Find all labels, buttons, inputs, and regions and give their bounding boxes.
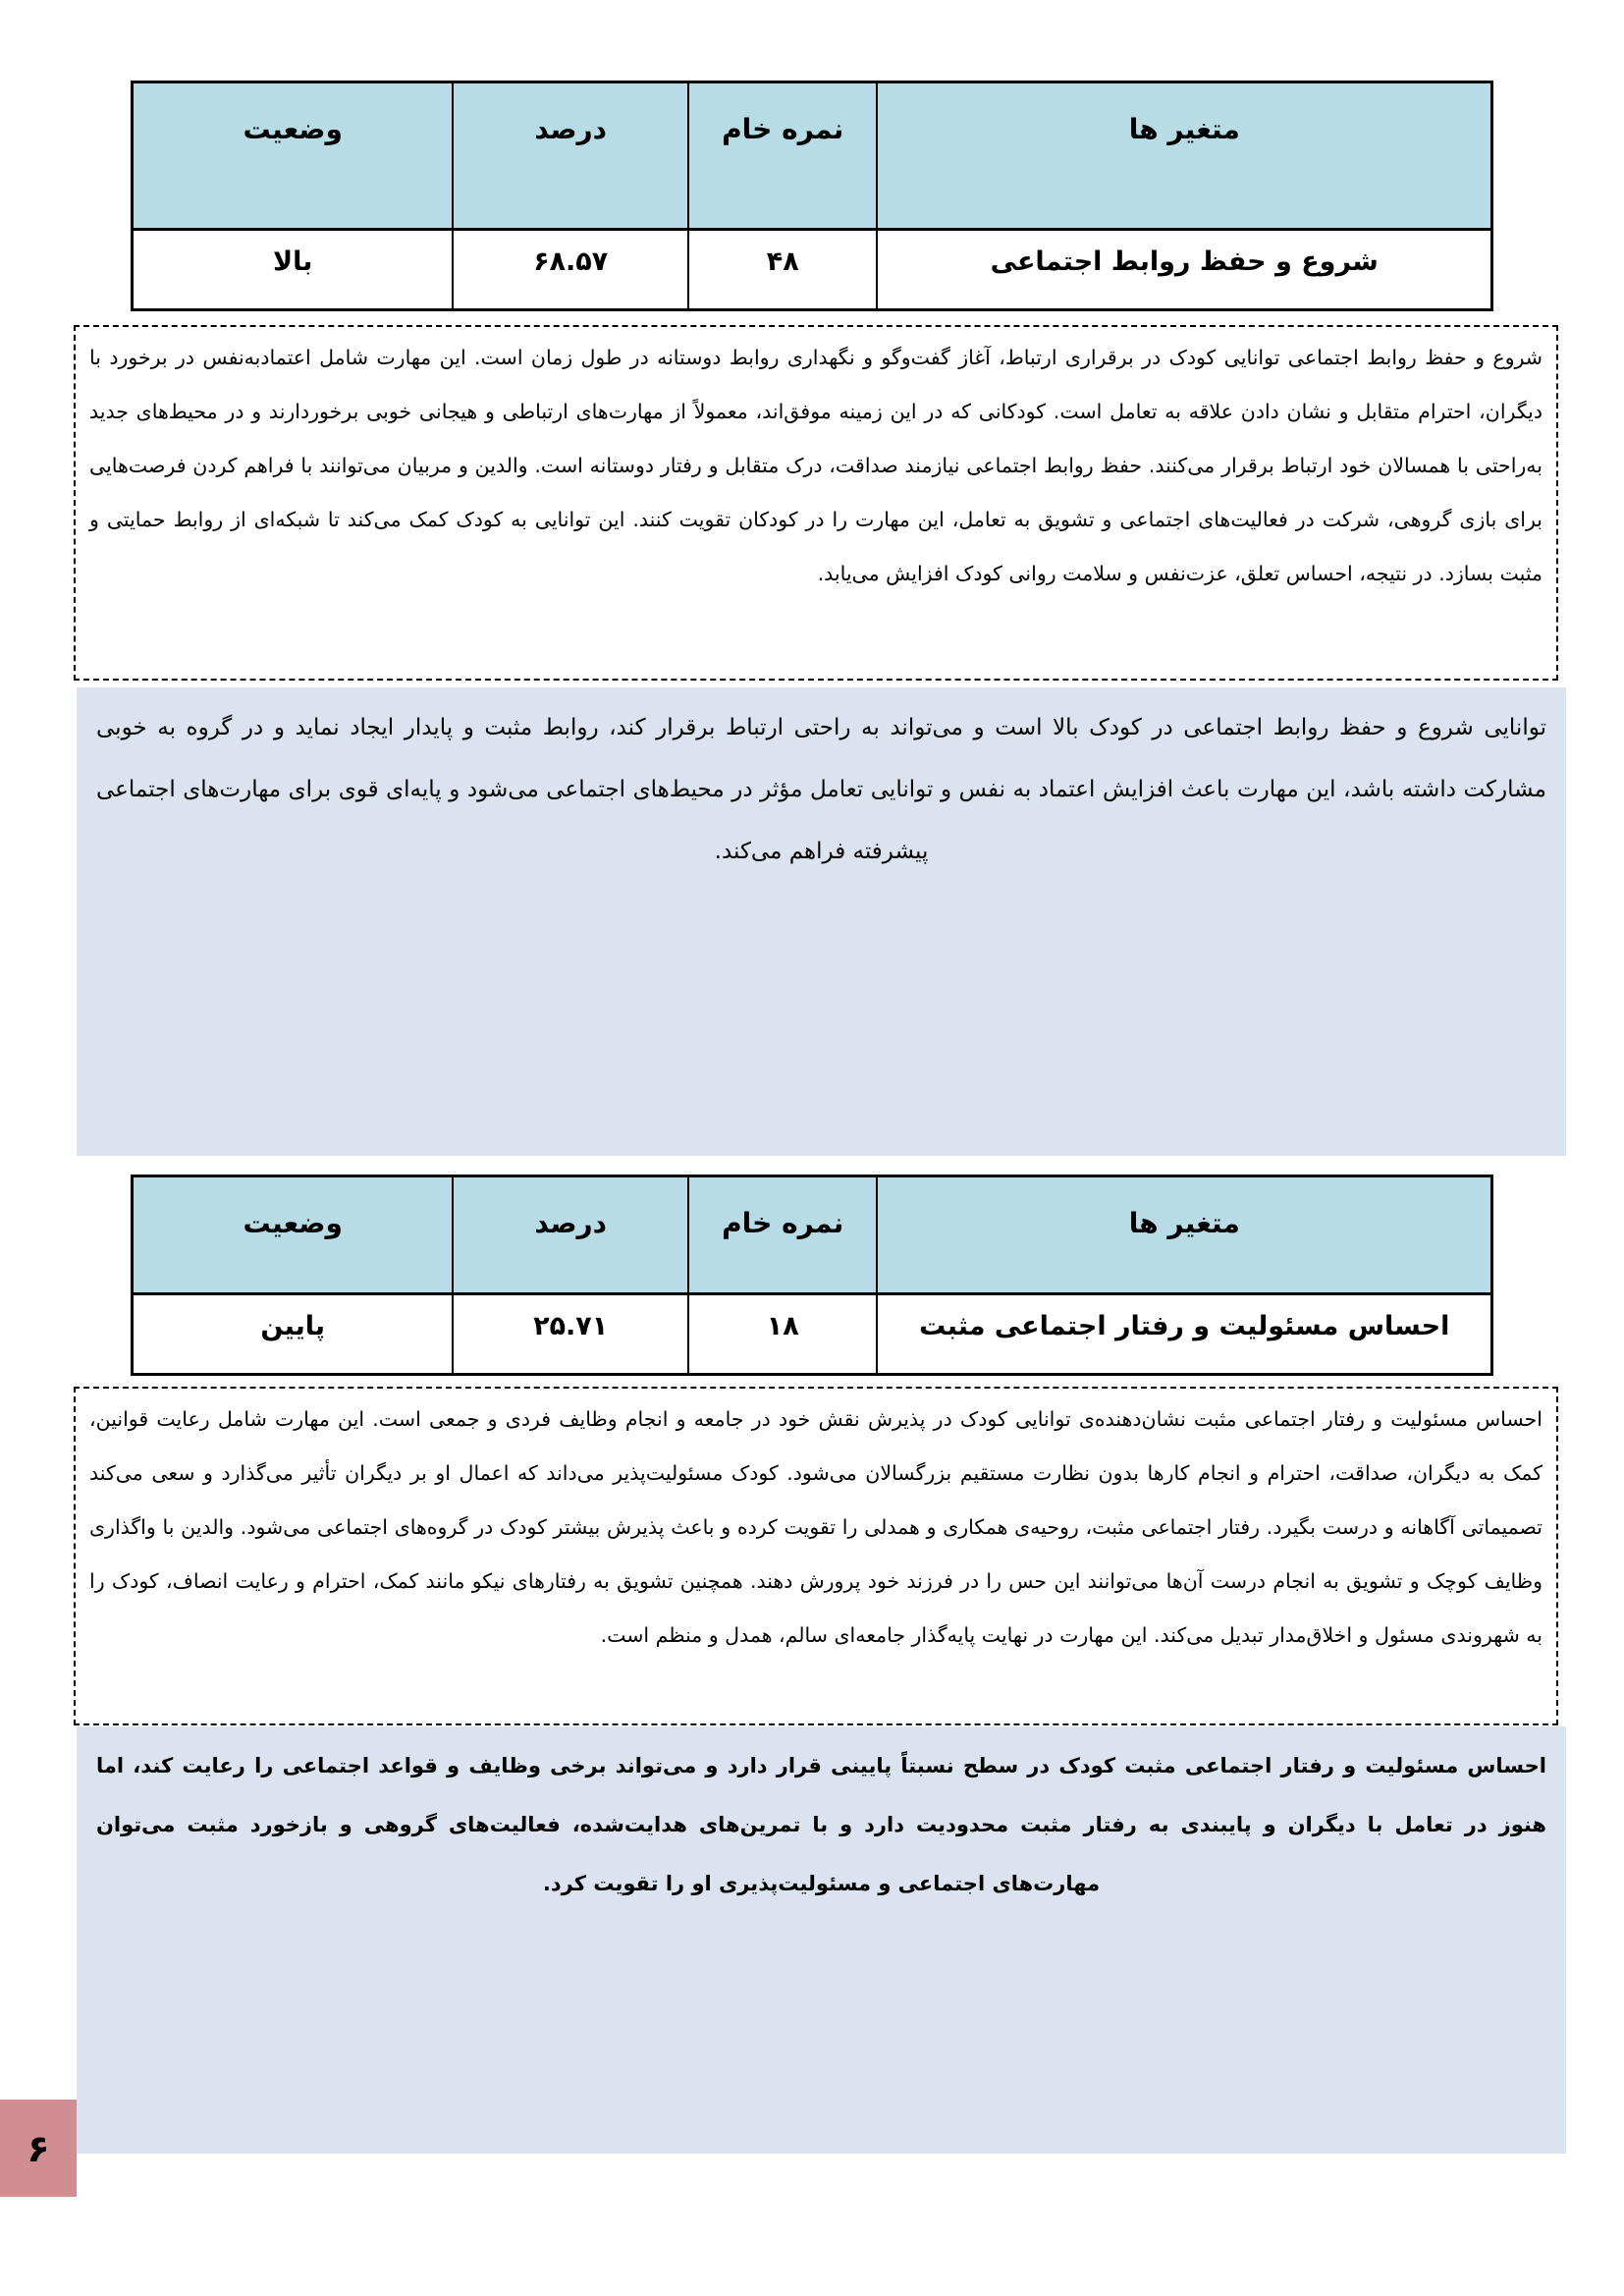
- page-number: ۶: [27, 2126, 50, 2170]
- column-header-raw-score: نمره خام: [688, 82, 878, 230]
- interpretation-text: احساس مسئولیت و رفتار اجتماعی مثبت کودک در سطح نسبتاً پایینی قرار دارد و می‌تواند برخی وظایف و قواعد اجتماعی را رعایت کند، اما هنوز در تعامل با دیگران و پایبندی به رفتار مثبت محدودیت دارد و با تمرین‌های هدایت‌شده، فعالیت‌های گروهی و بازخورد مثبت می‌توان مهارت‌های اجتماعی و مسئولیت‌پذیری او را تقویت کرد.: [96, 1754, 1546, 1895]
- definition-box-responsibility: [74, 1387, 1558, 1725]
- column-header-variables: متغیر ها: [877, 1176, 1491, 1294]
- cell-variable: شروع و حفظ روابط اجتماعی: [877, 230, 1491, 310]
- score-table-responsibility: [131, 1175, 1493, 1376]
- interpretation-box-responsibility: [77, 1726, 1566, 2154]
- cell-percent: ۶۸.۵۷: [453, 230, 688, 310]
- cell-variable: احساس مسئولیت و رفتار اجتماعی مثبت: [877, 1294, 1491, 1375]
- interpretation-box-social-relations: [77, 687, 1566, 1156]
- definition-text: شروع و حفظ روابط اجتماعی توانایی کودک در برقراری ارتباط، آغاز گفت‌وگو و نگهداری روابط دوستانه در طول زمان است. این مهارت شامل اعتمادبه‌نفس در برخورد با دیگران، احترام متقابل و نشان دادن علاقه به تعامل است. کودکانی که در این زمینه موفق‌اند، معمولاً از مهارت‌های ارتباطی و هیجانی خوبی برخوردارند و در محیط‌های جدید به‌راحتی با همسالان خود ارتباط برقرار می‌کنند. حفظ روابط اجتماعی نیازمند صداقت، درک متقابل و رفتار دوستانه است. والدین و مربیان می‌توانند با فراهم کردن فرصت‌هایی برای بازی گروهی، شرکت در فعالیت‌های اجتماعی و تشویق به تعامل، این مهارت را در کودکان تقویت کنند. این توانایی به کودک کمک می‌کند تا شبکه‌ای از روابط حمایتی و مثبت بسازد. در نتیجه، احساس تعلق، عزت‌نفس و سلامت روانی کودک افزایش می‌یابد.: [89, 346, 1543, 585]
- cell-raw-score: ۱۸: [688, 1294, 878, 1375]
- column-header-percent: درصد: [453, 82, 688, 230]
- definition-box-social-relations: [74, 325, 1558, 681]
- table-header-row: [133, 82, 1492, 230]
- table-row: [133, 1294, 1492, 1375]
- cell-raw-score: ۴۸: [688, 230, 878, 310]
- table-header-row: [133, 1176, 1492, 1294]
- interpretation-text: توانایی شروع و حفظ روابط اجتماعی در کودک بالا است و می‌تواند به راحتی ارتباط برقرار کند، روابط مثبت و پایدار ایجاد نماید و در گروه به خوبی مشارکت داشته باشد، این مهارت باعث افزایش اعتماد به نفس و توانایی تعامل مؤثر در محیط‌های اجتماعی می‌شود و پایه‌ای قوی برای مهارت‌های اجتماعی پیشرفته فراهم می‌کند.: [96, 715, 1546, 864]
- score-table-social-relations: [131, 81, 1493, 311]
- column-header-status: وضعیت: [133, 82, 454, 230]
- column-header-raw-score: نمره خام: [688, 1176, 878, 1294]
- column-header-variables: متغیر ها: [877, 82, 1491, 230]
- definition-text: احساس مسئولیت و رفتار اجتماعی مثبت نشان‌دهنده‌ی توانایی کودک در پذیرش نقش خود در جامعه و انجام وظایف فردی و جمعی است. این مهارت شامل رعایت قوانین، کمک به دیگران، صداقت، احترام و انجام کارها بدون نظارت مستقیم بزرگسالان می‌شود. کودک مسئولیت‌پذیر می‌داند که اعمال او بر دیگران تأثیر می‌گذارد و سعی می‌کند تصمیماتی آگاهانه و درست بگیرد. رفتار اجتماعی مثبت، روحیه‌ی همکاری و همدلی را تقویت کرده و باعث پذیرش بیشتر کودک در گروه‌های اجتماعی می‌شود. والدین با واگذاری وظایف کوچک و تشویق به انجام درست آن‌ها می‌توانند این حس را در فرزند خود پرورش دهند. همچنین تشویق به رفتارهای نیکو مانند کمک، احترام و رعایت انصاف، کودک را به شهروندی مسئول و اخلاق‌مدار تبدیل می‌کند. این مهارت در نهایت پایه‌گذار جامعه‌ای سالم، همدل و منظم است.: [89, 1407, 1543, 1647]
- column-header-status: وضعیت: [133, 1176, 454, 1294]
- column-header-percent: درصد: [453, 1176, 688, 1294]
- page-number-badge: [0, 2100, 77, 2197]
- cell-percent: ۲۵.۷۱: [453, 1294, 688, 1375]
- cell-status: بالا: [133, 230, 454, 310]
- table-row: [133, 230, 1492, 310]
- cell-status: پایین: [133, 1294, 454, 1375]
